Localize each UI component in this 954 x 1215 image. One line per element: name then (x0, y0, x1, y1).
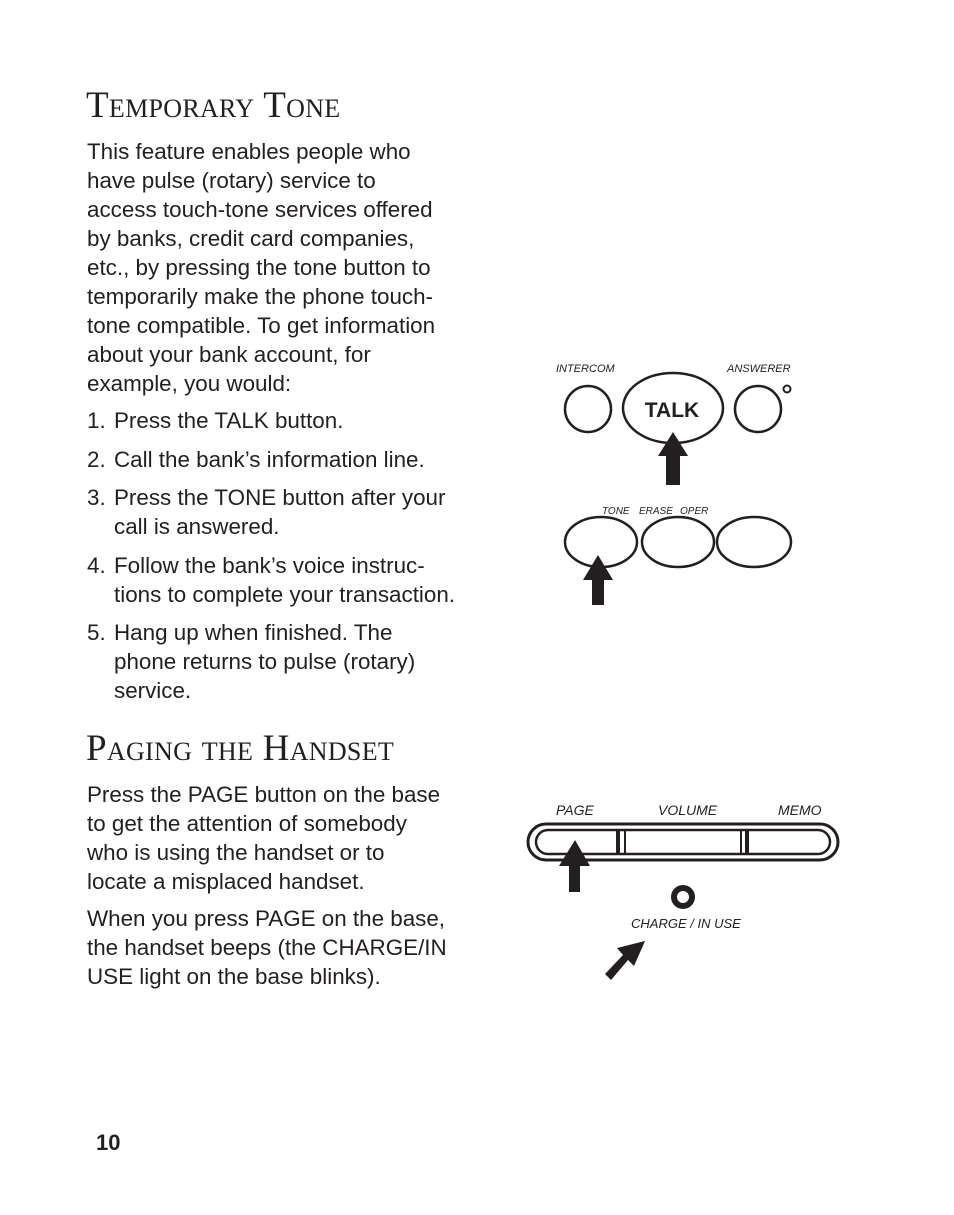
oper-label: OPER (680, 506, 709, 517)
text-line: Follow the bank’s voice instruc- (114, 552, 425, 578)
step-number: 2. (87, 446, 106, 472)
memo-button[interactable] (752, 833, 826, 851)
step-number: 1. (87, 408, 106, 433)
text-line: locate a misplaced handset. (87, 869, 365, 894)
text-line: Press the TONE button after your (114, 485, 446, 510)
text-line: call is answered. (114, 514, 280, 539)
text-line: to get the attention of somebody (87, 811, 407, 836)
page-label: PAGE (556, 802, 594, 818)
step-number: 4. (87, 552, 106, 578)
erase-label: ERASE (639, 506, 673, 517)
text-line: When you press PAGE on the base, (87, 906, 446, 931)
text-line: etc., by pressing the tone button to (87, 255, 431, 280)
text-line: about your bank account, for (87, 342, 371, 367)
charge-in-use-label: CHARGE / IN USE (631, 916, 741, 931)
text-line: This feature enables people who (87, 139, 411, 164)
talk-button-label: TALK (644, 399, 700, 422)
divider (624, 829, 626, 855)
text-line: Press the PAGE button on the base (87, 782, 441, 807)
charge-in-use-light (674, 888, 692, 906)
volume-button[interactable] (628, 833, 738, 851)
text-line: by banks, credit card companies, (87, 226, 415, 251)
tone-label: TONE (602, 506, 630, 517)
text-line: the handset beeps (the CHARGE/IN (87, 935, 447, 960)
text-line: USE light on the base blinks). (87, 964, 381, 989)
text-line: access touch-tone services offered (87, 197, 433, 222)
section-heading-temporary-tone: Temporary Tone (86, 85, 341, 126)
text-line: Hang up when finished. The (114, 620, 393, 645)
text-line: who is using the handset or to (87, 840, 385, 865)
text-line: temporarily make the phone touch- (87, 284, 433, 309)
page-number: 10 (96, 1130, 121, 1155)
divider (740, 829, 742, 855)
answerer-label: ANSWERER (727, 363, 791, 375)
section-heading-paging-the-handset: Paging the Handset (86, 728, 395, 769)
text-line: phone returns to pulse (rotary) (114, 649, 416, 674)
volume-label: VOLUME (658, 802, 718, 818)
text-line: Press the TALK button. (114, 408, 344, 433)
divider (616, 829, 620, 855)
memo-label: MEMO (778, 802, 822, 818)
diagonal-arrow-icon (605, 941, 645, 980)
text-line: tions to complete your transaction. (114, 581, 456, 607)
divider (745, 829, 749, 855)
text-line: service. (114, 678, 192, 703)
text-line: Call the bank’s information line. (114, 446, 425, 472)
intercom-label: INTERCOM (556, 363, 615, 375)
step-number: 5. (87, 620, 106, 645)
text-line: example, you would: (87, 371, 292, 396)
text-line: have pulse (rotary) service to (87, 168, 376, 193)
step-number: 3. (87, 485, 106, 510)
text-line: tone compatible. To get information (87, 313, 436, 338)
